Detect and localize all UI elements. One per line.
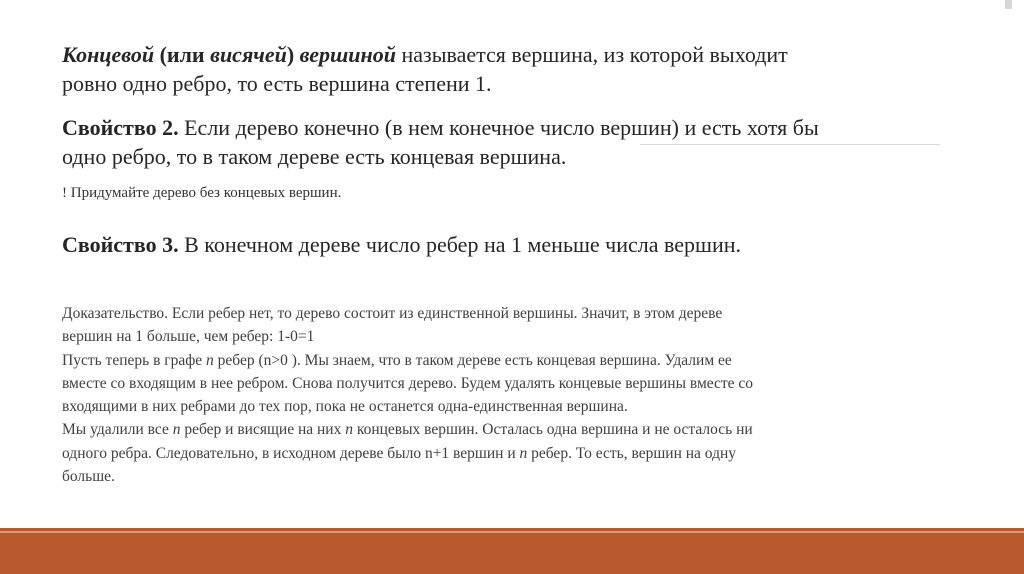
proof-line-2: вершин на 1 больше, чем ребер: 1-0=1 [62,328,315,346]
proof-var-n: n [206,351,214,369]
exercise-note: ! Придумайте дерево без концевых вершин. [62,185,342,201]
proof-var-n: n [345,421,353,439]
corner-decoration [1005,0,1012,9]
proof-paragraph [62,302,942,488]
term-close: ) [286,42,300,67]
proof-line-4: вместе со входящим в нее ребром. Снова получится дерево. Будем удалять концевые вершины вместе со [62,374,754,392]
proof-text: концевых вершин. Осталась одна вершина и не осталось ни [352,421,753,439]
proof-text: одного ребра. Следовательно, в исходном дереве было n+1 вершин и [62,444,520,462]
proof-line-6 [62,418,942,441]
proof-text: ребер и висящие на них [180,421,346,439]
property-3-paragraph [62,230,741,259]
term-vertex: вершиной [299,42,396,67]
proof-line-3 [62,349,942,372]
proof-line-8: больше. [62,468,115,486]
definition-line-1 [62,40,962,69]
property-2-paragraph [62,113,962,171]
definition-text-1: называется вершина, из которой выходит [396,42,788,67]
proof-line-7 [62,442,942,465]
proof-text: Мы удалили все [62,421,173,439]
definition-line-2: ровно одно ребро, то есть вершина степени 1. [62,71,492,96]
term-or: (или [154,42,211,67]
term-pendant: Концевой [62,42,155,67]
proof-text: ребер. То есть, вершин на одну [527,444,737,462]
property-2-text-1: Если дерево конечно (в нем конечное число вершин) и есть хотя бы [178,115,819,140]
property-3-label: Свойство 3. [62,232,179,257]
property-2-line-2: одно ребро, то в таком дереве есть концевая вершина. [62,144,567,169]
proof-text: Пусть теперь в графе [62,351,207,369]
divider-line [640,144,940,145]
proof-var-n: n [172,421,181,439]
proof-line-1: Доказательство. Если ребер нет, то дерево состоит из единственной вершины. Значит, в этом дереве [62,305,723,322]
property-2-line-1 [62,113,962,142]
proof-line-5: входящими в них ребрами до тех пор, пока не останется одна-единственная вершина. [62,398,628,416]
proof-text: ребер (n>0 ). Мы знаем, что в таком дереве есть концевая вершина. Удалим ее [213,351,732,369]
property-3-text: В конечном дереве число ребер на 1 меньше числа вершин. [178,232,742,257]
definition-paragraph [62,40,962,98]
property-2-label: Свойство 2. [62,115,179,140]
term-hanging: висячей [210,42,287,67]
footer-band [0,528,1024,574]
footer-stripe [0,531,1024,533]
proof-var-n: n [519,444,528,462]
